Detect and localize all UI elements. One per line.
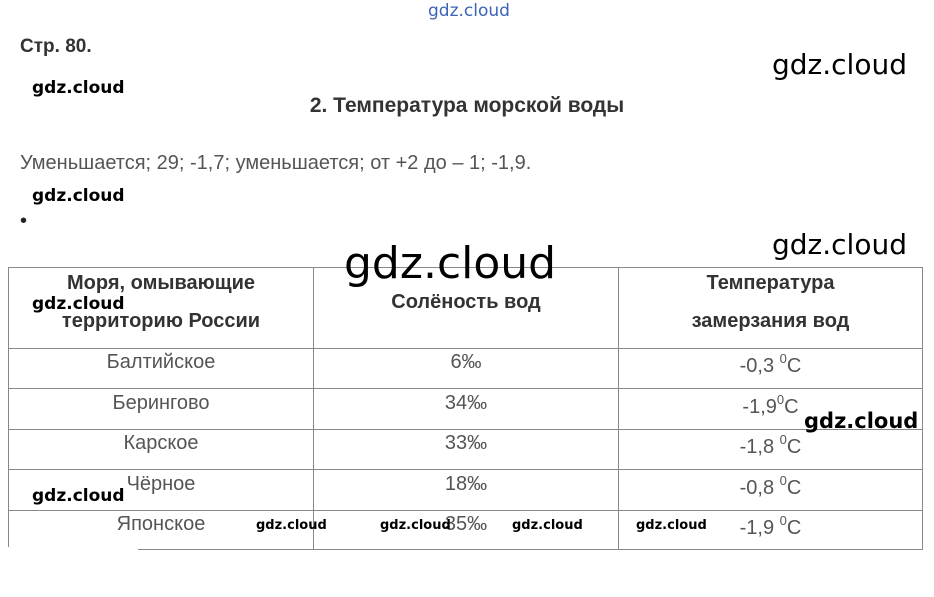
sea-name: Японское bbox=[116, 513, 206, 535]
salinity-value: 34‰ bbox=[444, 392, 488, 414]
salinity-value: 33‰ bbox=[444, 432, 488, 454]
watermark: gdz.cloud bbox=[512, 518, 583, 533]
salinity-value: 35‰ bbox=[444, 513, 488, 535]
salinity-value: 18‰ bbox=[444, 473, 488, 495]
watermark: gdz.cloud bbox=[772, 228, 907, 261]
table-row bbox=[9, 432, 313, 455]
watermark: gdz.cloud bbox=[32, 78, 125, 98]
watermark: gdz.cloud bbox=[256, 518, 327, 533]
header-salinity: Солёность вод bbox=[391, 291, 541, 313]
watermark: gdz.cloud bbox=[636, 518, 707, 533]
watermark: gdz.cloud bbox=[804, 409, 919, 433]
sea-name: Чёрное bbox=[126, 473, 196, 495]
sea-name: Берингово bbox=[112, 392, 210, 414]
watermark: gdz.cloud bbox=[32, 486, 125, 506]
watermark-top: gdz.cloud bbox=[428, 1, 510, 21]
header-freezing-temp: Температура замерзания вод bbox=[691, 272, 850, 332]
watermark: gdz.cloud bbox=[344, 238, 557, 289]
freezing-temp-value: -1,9 $^0$С bbox=[739, 513, 802, 539]
header-seas: Моря, омывающие территорию России bbox=[61, 272, 261, 332]
sea-name: Балтийское bbox=[106, 351, 216, 373]
watermark: gdz.cloud bbox=[380, 518, 451, 533]
watermark: gdz.cloud bbox=[32, 294, 125, 314]
answer-text: Уменьшается; 29; -1,7; уменьшается; от +2 до – 1; -1,9. bbox=[20, 152, 532, 174]
page-reference: Стр. 80. bbox=[20, 36, 92, 57]
bullet-marker: • bbox=[20, 210, 28, 232]
freezing-temp-value: -0,3 $^0$С bbox=[739, 351, 802, 377]
watermark: gdz.cloud bbox=[32, 186, 125, 206]
freezing-temp-value: -1,8 $^0$С bbox=[739, 432, 802, 458]
freezing-temp-value: $-1,9^0С$ bbox=[742, 392, 799, 418]
table-row bbox=[9, 392, 313, 415]
table-row bbox=[9, 351, 313, 374]
salinity-value: 6‰ bbox=[450, 351, 482, 373]
exercise-heading: 2. Температура морской воды bbox=[309, 94, 625, 117]
freezing-temp-value: -0,8 $^0$С bbox=[739, 473, 802, 499]
sea-name: Карское bbox=[123, 432, 199, 454]
watermark: gdz.cloud bbox=[772, 48, 907, 81]
